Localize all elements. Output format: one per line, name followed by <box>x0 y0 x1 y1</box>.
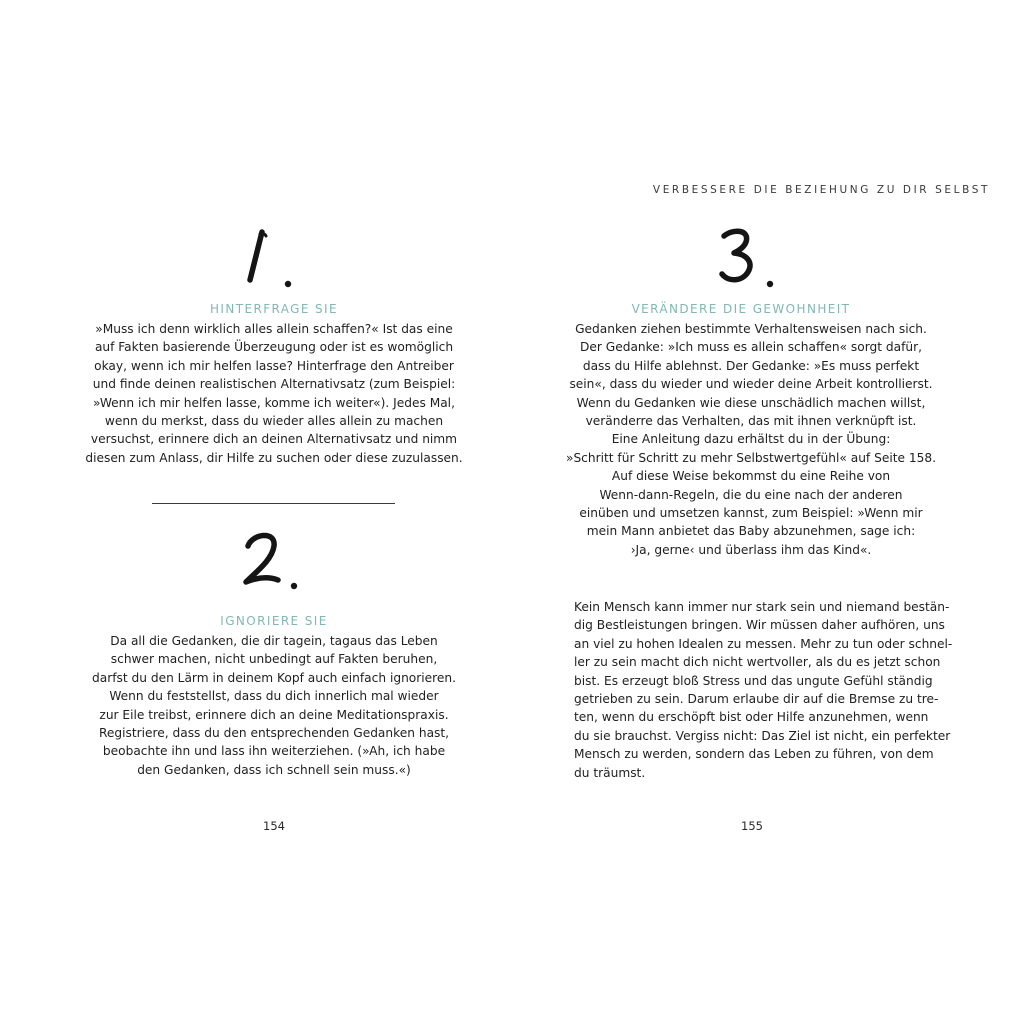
text-line: ›Ja, gerne‹ und überlass ihm das Kind«. <box>630 542 872 557</box>
text-line: Wenn du Gedanken wie diese unschädlich machen willst, <box>576 395 926 410</box>
text-line: Mensch zu werden, sondern das Leben zu führen, von dem <box>574 747 934 762</box>
text-line: Kein Mensch kann immer nur stark sein und niemand bestän- <box>574 600 950 614</box>
step-text-1 <box>60 320 488 467</box>
text-line: ler zu sein macht dich nicht wertvoller, als du es jetzt schon <box>574 655 941 670</box>
text-line: bist. Es erzeugt bloß Stress und das ungute Gefühl ständig <box>574 673 933 688</box>
text-line: an viel zu hohen Idealen zu messen. Mehr zu tun oder schnel- <box>574 636 953 651</box>
step-heading-1: HINTERFRAGE SIE <box>210 302 338 316</box>
text-line: dig Bestleistungen bringen. Wir müssen daher aufhören, uns <box>574 618 945 633</box>
text-line: sein«, dass du wieder und wieder deine Arbeit kontrollierst. <box>569 377 933 392</box>
running-head: VERBESSERE DIE BEZIEHUNG ZU DIR SELBST <box>652 184 990 196</box>
handwritten-numeral-one <box>216 222 336 292</box>
text-line: darfst du den Lärm in deinem Kopf auch einfach ignorieren. <box>92 670 456 685</box>
text-line: Der Gedanke: »Ich muss es allein schaffen« sorgt dafür, <box>580 340 922 355</box>
text-line: und finde deinen realistischen Alternativsatz (zum Beispiel: <box>92 377 456 392</box>
text-line: mein Mann anbietet das Baby abzunehmen, sage ich: <box>586 524 916 539</box>
handwritten-numeral-three <box>690 222 810 292</box>
text-line: Eine Anleitung dazu erhältst du in der Übung: <box>611 432 891 447</box>
body-paragraph <box>574 598 953 782</box>
text-line: beobachte ihn und lass ihn weiterziehen. (»Ah, ich habe <box>102 744 446 759</box>
text-line: diesen zum Anlass, dir Hilfe zu suchen oder diese zuzulassen. <box>85 450 463 465</box>
text-line: du träumst. <box>574 765 646 780</box>
section-divider <box>152 503 395 504</box>
text-line: dass du Hilfe ablehnst. Der Gedanke: »Es muss perfekt <box>582 358 920 373</box>
text-line: einüben und umsetzen kannst, zum Beispiel: »Wenn mir <box>579 506 923 521</box>
page-number-right: 155 <box>741 819 763 833</box>
text-line: »Wenn ich mir helfen lasse, komme ich weiter«). Jedes Mal, <box>93 395 455 410</box>
text-line: Wenn du feststellst, dass du dich innerlich mal wieder <box>109 689 439 704</box>
step-heading-2: IGNORIERE SIE <box>220 614 328 628</box>
step-numeral-1 <box>216 222 336 292</box>
text-line: zur Eile treibst, erinnere dich an deine Meditationspraxis. <box>99 707 449 722</box>
text-line: okay, wenn ich mir helfen lasse? Hinterfrage den Antreiber <box>94 358 454 373</box>
step-numeral-3 <box>690 222 810 292</box>
text-line: Wenn-dann-Regeln, die du eine nach der anderen <box>599 487 903 502</box>
text-line: versuchst, erinnere dich an deinen Alternativsatz und nimm <box>90 432 458 447</box>
step-text-3 <box>540 320 962 559</box>
text-line: »Muss ich denn wirklich alles allein schaffen?« Ist das eine <box>95 322 453 336</box>
text-line: Da all die Gedanken, die dir tagein, tagaus das Leben <box>110 634 438 648</box>
text-line: wenn du merkst, dass du wieder alles allein zu machen <box>104 414 444 429</box>
handwritten-numeral-two <box>216 526 336 596</box>
text-line: Auf diese Weise bekommst du eine Reihe von <box>611 469 891 484</box>
text-line: »Schritt für Schritt zu mehr Selbstwertgefühl« auf Seite 158. <box>565 450 936 465</box>
text-line: den Gedanken, dass ich schnell sein muss.«) <box>137 762 411 777</box>
text-line: schwer machen, nicht unbedingt auf Fakten beruhen, <box>110 652 438 667</box>
text-line: veränderre das Verhalten, das mit ihnen verknüpft ist. <box>585 414 917 429</box>
step-text-2 <box>60 632 488 779</box>
text-line: getrieben zu sein. Darum erlaube dir auf die Bremse zu tre- <box>574 692 939 707</box>
text-line: du sie brauchst. Vergiss nicht: Das Ziel ist nicht, ein perfekter <box>574 728 951 743</box>
text-line: ten, wenn du erschöpft bist oder Hilfe anzunehmen, wenn <box>574 710 929 725</box>
text-line: Registriere, dass du den entsprechenden Gedanken hast, <box>98 726 450 741</box>
page-number-left: 154 <box>263 819 285 833</box>
text-line: auf Fakten basierende Überzeugung oder ist es womöglich <box>94 340 454 355</box>
step-numeral-2 <box>216 526 336 596</box>
step-heading-3: VERÄNDERE DIE GEWOHNHEIT <box>631 302 851 316</box>
text-line: Gedanken ziehen bestimmte Verhaltensweisen nach sich. <box>575 322 927 336</box>
